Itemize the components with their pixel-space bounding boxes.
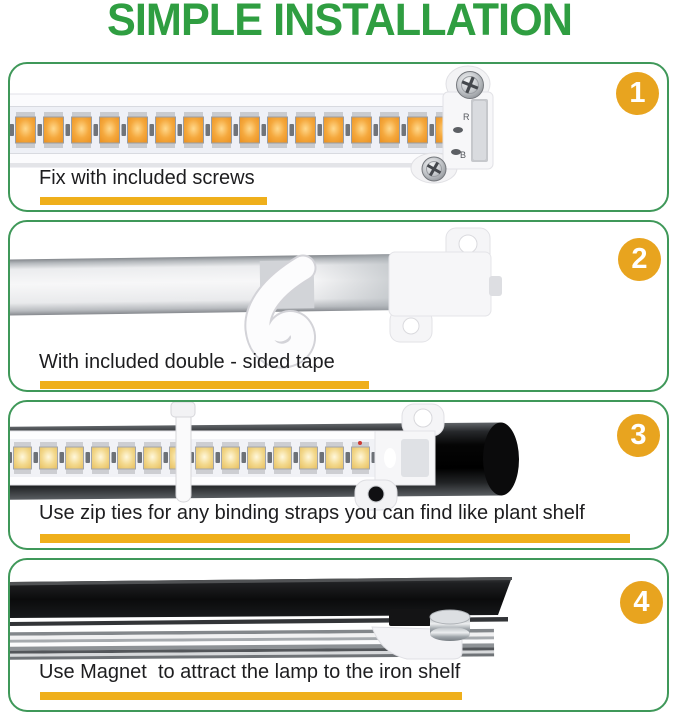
step-caption: Fix with included screws: [39, 167, 255, 189]
step-number-badge: 4: [620, 581, 663, 624]
step-panel-3: [8, 400, 669, 550]
step-caption: With included double - sided tape: [39, 351, 335, 373]
screw-icon: [457, 72, 484, 99]
caption-underline: [40, 534, 630, 543]
endcap-r-label: R: [463, 112, 470, 122]
magnet-shelf-illustration: [10, 560, 667, 710]
caption-underline: [40, 197, 267, 205]
caption-underline: [40, 692, 462, 700]
caption-underline: [40, 381, 369, 389]
magnet: [430, 610, 470, 641]
step-caption: Use zip ties for any binding straps you can find like plant shelf: [39, 502, 585, 524]
screw-icon: [422, 157, 446, 181]
zip-tie-pipe-illustration: [10, 402, 667, 548]
step-number-badge: 3: [617, 414, 660, 457]
endcap-b-label: B: [460, 150, 467, 160]
step-caption: Use Magnet to attract the lamp to the iron shelf: [39, 661, 461, 683]
step-panel-2: [8, 220, 669, 392]
page-title: SIMPLE INSTALLATION: [107, 0, 572, 45]
step-panel-1: [8, 62, 669, 212]
step-number-badge: 1: [616, 72, 659, 115]
step-panel-4: [8, 558, 669, 712]
step-number-badge: 2: [618, 238, 661, 281]
